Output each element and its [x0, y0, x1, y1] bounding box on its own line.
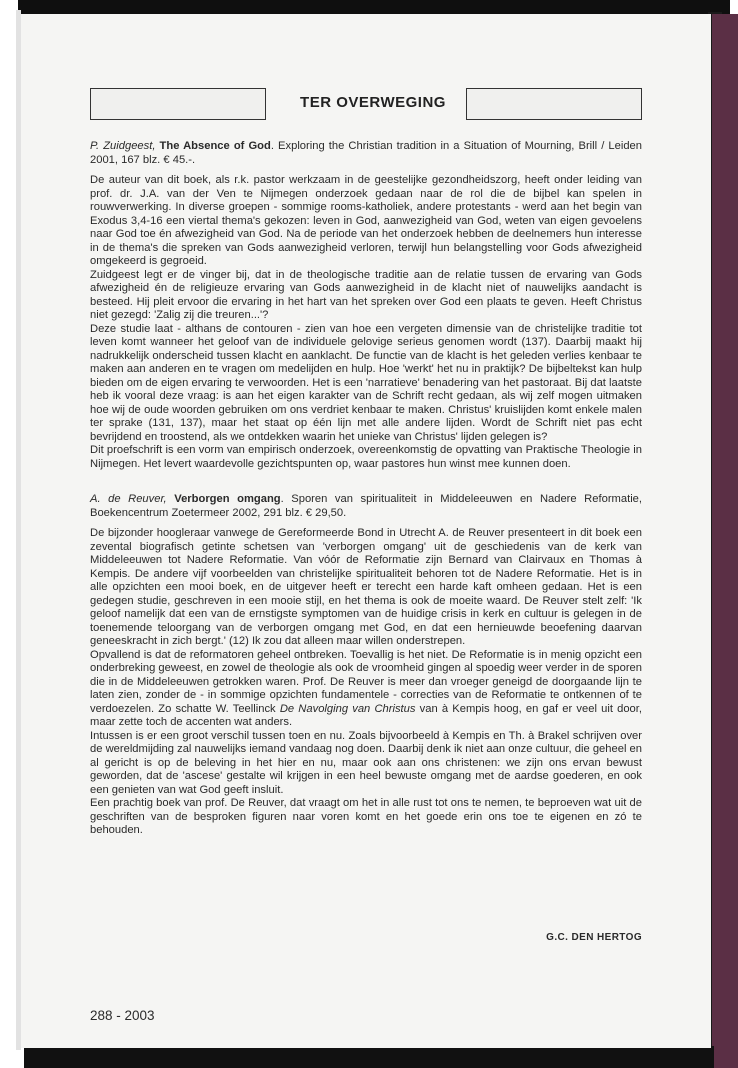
review-1-paragraph: Dit proefschrift is een vorm van empirisch onderzoek, overeenkomstig de opvatting van Praktische Theologie in Nijmegen. Het levert waardevolle gezichtspunten op, waar pastores hun winst mee kunnen doen.: [90, 444, 642, 470]
review-2-book-title: De Navolging van Christus: [279, 702, 416, 715]
review-2-paragraph: [90, 649, 642, 730]
scan-border-right: [712, 14, 738, 1068]
review-1-citation: [90, 140, 642, 167]
review-1-publication: . Exploring the Christian tradition in a Situation of Mourning, Brill / Leiden 2001, 167 blz. € 45.-.: [90, 140, 642, 166]
scan-border-bottom: [24, 1046, 714, 1068]
review-2-publication: . Sporen van spiritualiteit in Middeleeuwen en Nadere Reformatie, Boekencentrum Zoetermeer 2002, 291 blz. € 29,50.: [90, 493, 643, 519]
section-header: [90, 76, 642, 120]
review-1-title: The Absence of God: [159, 140, 271, 152]
review-2-citation: [90, 493, 642, 520]
review-2-paragraph: Een prachtig boek van prof. De Reuver, dat vraagt om het in alle rust tot ons te nemen, te beproeven wat uit de geschriften van de besproken figuren naar voren komt en het goede erin ons toe te eigenen en zó te behouden.: [90, 797, 642, 836]
review-2-author: A. de Reuver,: [90, 493, 167, 505]
review-2-paragraph-text: Opvallend is dat de reformatoren geheel ontbreken. Toevallig is het niet. De Reformatie is in menig opzicht een onderbreking geweest, en zowel de theologie als ook de vroomheid gingen al spoedig weer verder in de sporen die in de Middeleeuwen getrokken waren. Prof. De Reuver is meer dan vroeger geneigd de doorgaande lijn te laten zien, zonder de - in sommige opzichten fundamentele - correcties van de Reformatie te ontkennen of te verdoezelen. Zo schatte W. Teellinck: [90, 648, 642, 715]
review-1-paragraph: Zuidgeest legt er de vinger bij, dat in de theologische traditie aan de relatie tussen de ervaring van Gods afwezigheid én de religieuze ervaring van Gods aanwezigheid in de klacht niet of nauwelijks aandacht is besteed. Hij pleit ervoor die ervaring in het hart van het spreken over God een plaats te geven. Heeft Christus niet gezegd: 'Zalig zij die treuren...'?: [90, 268, 642, 321]
review-2-title: Verborgen omgang: [174, 493, 281, 505]
review-2-paragraph: Intussen is er een groot verschil tussen toen en nu. Zoals bijvoorbeeld à Kempis en Th. à Brakel schrijven over de wereldmijding zal nauwelijks iemand vandaag nog doen. Daarbij denk ik niet aan onze cultuur, die geheel en al gericht is op de beleving in het hier en nu, maar ook aan ons christenen: we zijn ons ervan bewust geworden, dat de 'ascese' gestalte wil krijgen in een heel bewuste omgang met de aardse goederen, en ook een genieten van wat God geeft insluit.: [90, 729, 642, 796]
reviewer-signature: G.C. DEN HERTOG: [546, 932, 642, 943]
header-box-right: [466, 88, 642, 120]
review-1-author: P. Zuidgeest,: [90, 140, 156, 152]
header-box-left: [90, 88, 266, 120]
review-1-paragraph: De auteur van dit boek, als r.k. pastor werkzaam in de geestelijke gezondheidszorg, heeft onder leiding van prof. dr. J.A. van der Ven te Nijmegen onderzoek gedaan naar de rol die de bijbel kan spelen in rouwverwerking. In diverse groepen - sommige rooms-katholiek, andere protestants - werd aan het begin van Exodus 3,4-16 een viertal thema's gekozen: leven in God, aanwezigheid van God, weten van eigen gevoelens naar God toe én afwezigheid van God. Na de periode van het onderzoek hebben de deelnemers hun interesse in de thema's die spreken van Gods aanwezigheid verloren, terwijl hun belangstelling voor Gods afwezigheid omgekeerd is gegroeid.: [90, 174, 642, 267]
page-number: 288 - 2003: [90, 1008, 155, 1023]
review-2-paragraph-text: van à Kempis hoog, en gaf er veel uit door, maar zette toch de accenten wat anders.: [90, 702, 642, 728]
review-2-paragraph: De bijzonder hoogleraar vanwege de Gereformeerde Bond in Utrecht A. de Reuver presenteert in dit boek een zevental biografisch getinte schetsen van 'verborgen omgang' uit de geschiedenis van de kerk van Middeleeuwen tot Nadere Reformatie. Van vóór de Reformatie zijn Bernard van Clairvaux en Thomas à Kempis. De andere vijf voorbeelden van christelijke spiritualiteit behoren tot de Nadere Reformatie. Het is in alle opzichten een mooi boek, en de uitgever heeft er terecht een harde kaft omheen gedaan. Het is een gedegen studie, geschreven in een mooie stijl, en het thema is ook de moeite waard. De Reuver stelt zelf: 'Ik geloof namelijk dat een van de ernstigste symptomen van de huidige crisis in kerk en cultuur is gelegen in de toenemende teloorgang van de verborgen omgang met God, en dat een hernieuwde beoefening daarvan geneeskracht in zich bergt.' (12) Ik zou dat alleen maar willen onderstrepen.: [90, 527, 642, 647]
review-1-paragraph: Deze studie laat - althans de contouren - zien van hoe een vergeten dimensie van de christelijke traditie tot leven komt wanneer het geloof van de individuele gelovige serieus genomen wordt (137). Daarbij maakt hij nadrukkelijk onderscheid tussen klacht en aanklacht. De functie van de klacht is het geleden verlies kenbaar te maken aan anderen en te vragen om medelijden en hulp. Hoe 'werkt' het nu in praktijk? De bijbeltekst kan hulp bieden om de eigen ervaring te verwoorden. Het is een 'narratieve' benadering van het pastoraat. Bij dat laatste heb ik vooral deze vraag: is aan het eigen karakter van de Schrift recht gedaan, als wij zelf mogen uitmaken hoe wij de oude woorden gebruiken om ons verdriet kenbaar te maken. Christus' kruislijden komt enkele malen ter sprake (131, 137), maar het staat op één lijn met alle andere lijden. Wordt de Schrift niet pas echt bevrijdend en troostend, als we ontdekken waarin het unieke van Christus' lijden gelegen is?: [90, 322, 642, 443]
section-title: TER OVERWEGING: [300, 94, 446, 111]
article-body: [90, 140, 642, 838]
